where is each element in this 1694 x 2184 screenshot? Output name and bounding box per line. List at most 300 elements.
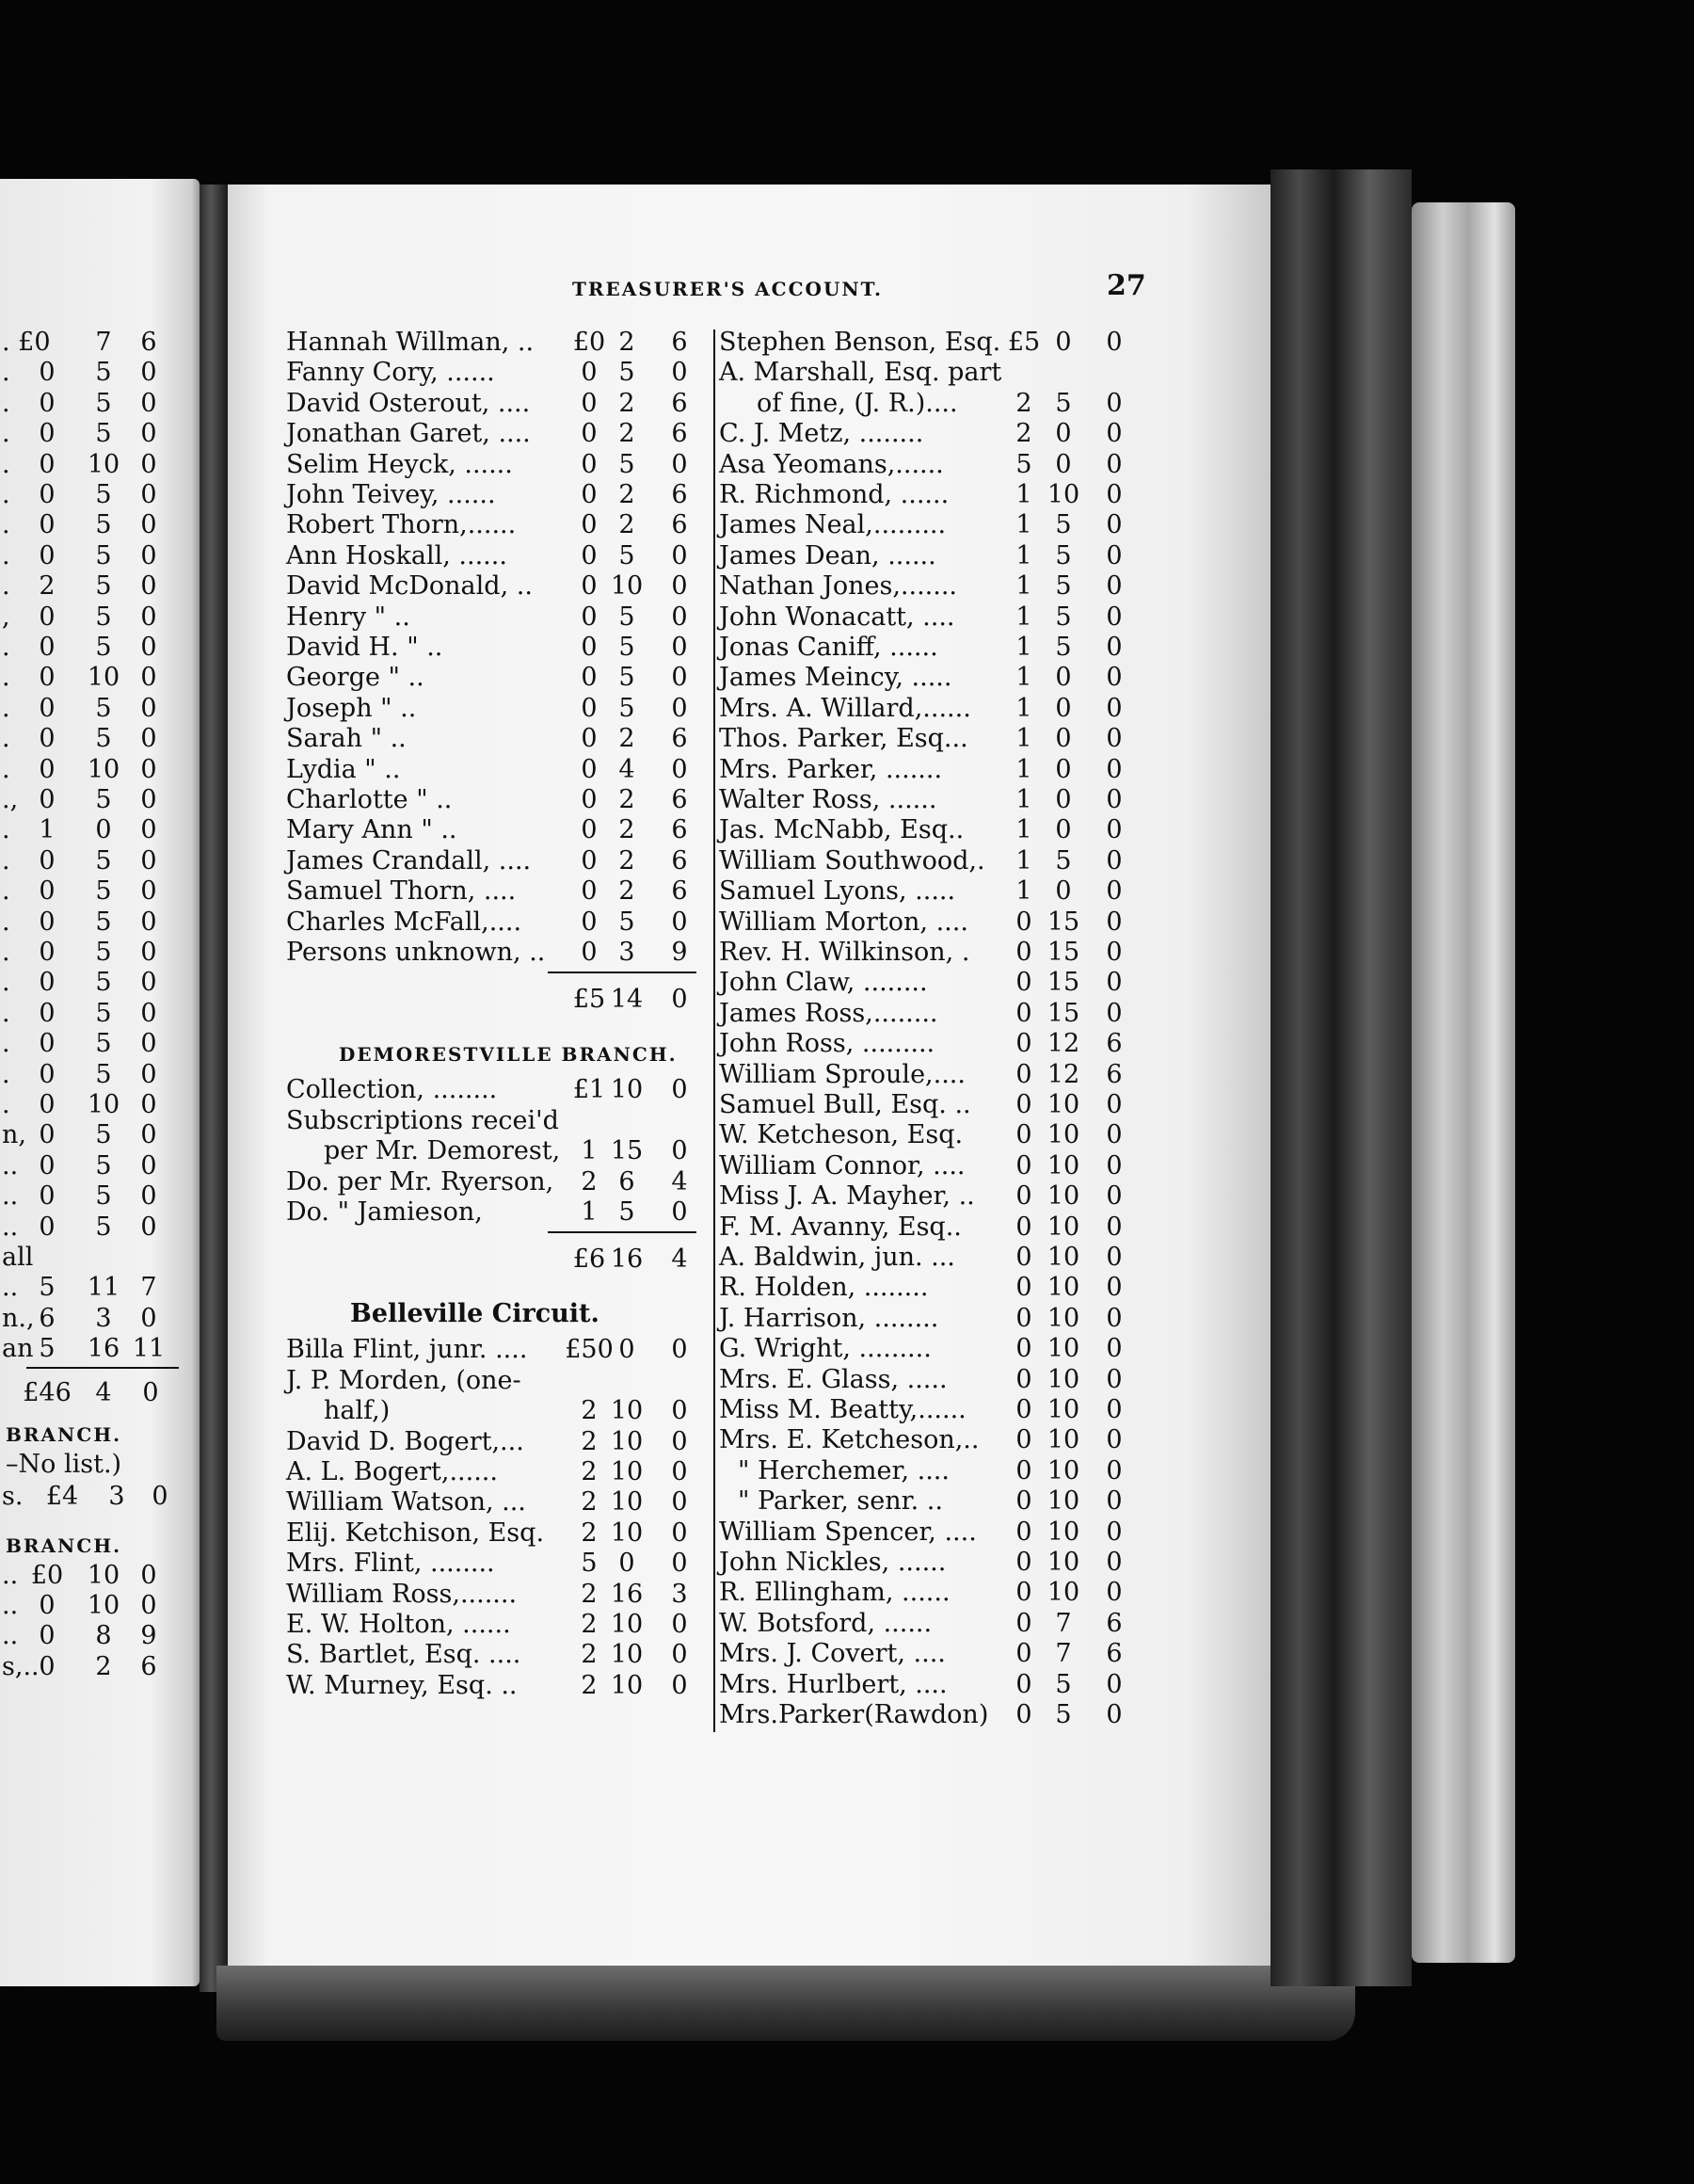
left-entry-name: ..: [2, 1273, 19, 1303]
col2-entry-shillings: 15: [1047, 998, 1080, 1028]
left-entry-name: .: [2, 633, 10, 662]
col1-entry-shillings: 2: [618, 419, 635, 449]
left-entry-pence: 0: [140, 938, 157, 967]
left-entry-pounds: 0: [39, 1090, 56, 1119]
col2-entry-pounds: 0: [1015, 968, 1032, 998]
col1-entry-name: David Osterout, ....: [286, 388, 531, 418]
col2-entry-row: [0, 1060, 1694, 1090]
col1-entry-pence: 6: [671, 328, 688, 357]
col1-entry-shillings: 2: [618, 876, 635, 907]
col2-entry-row: [0, 999, 1694, 1029]
col2-entry-pence: 0: [1106, 1303, 1123, 1333]
col1-entry-pounds: 0: [581, 815, 598, 845]
left-entry-shillings: 5: [95, 571, 112, 602]
col2-entry-shillings: 7: [1055, 1608, 1072, 1638]
left-entry-pence: 0: [140, 510, 157, 540]
col1-belleville-entry-pence: 0: [671, 1335, 688, 1365]
col2-entry-shillings: 15: [1047, 938, 1080, 967]
left-entry-pence: 0: [140, 449, 157, 479]
col2-entry-pounds: 0: [1015, 1700, 1032, 1729]
col1-entry-name: Charles McFall,....: [286, 907, 522, 937]
col2-entry-name: James Ross,........: [719, 998, 938, 1028]
left-entry-pounds: 0: [39, 1181, 56, 1212]
left-entry-pence: 0: [140, 693, 157, 723]
col2-entry-shillings: 0: [1055, 449, 1072, 479]
left-entry-name: all: [2, 1243, 34, 1272]
left-entry-name: .: [2, 754, 10, 784]
col2-entry-name: W. Botsford, ......: [719, 1608, 933, 1638]
col1-entry-name: Henry " ..: [286, 602, 410, 632]
col2-entry-shillings: 10: [1047, 1517, 1080, 1547]
col2-entry-shillings: 0: [1055, 724, 1072, 754]
col1-demorestville-entry-pounds: £1: [572, 1075, 606, 1105]
left-branch2-entry-pence: 6: [140, 1651, 157, 1681]
col2-entry-pounds: 0: [1015, 1364, 1032, 1394]
left-entry-pounds: 0: [39, 693, 56, 723]
col1-entry-shillings: 2: [618, 328, 635, 357]
left-entry-name: .: [2, 968, 10, 998]
col2-entry-row: [0, 541, 1694, 571]
col1-entry-shillings: 2: [618, 815, 635, 845]
col2-entry-pounds: 1: [1015, 633, 1032, 662]
col1-entry-name: Ann Hoskall, ......: [286, 540, 507, 570]
col2-entry-shillings: 10: [1047, 1425, 1080, 1455]
col2-entry-name: A. Baldwin, jun. ...: [719, 1243, 955, 1272]
left-entry-pounds: 6: [39, 1303, 56, 1333]
col2-entry-shillings: 10: [1047, 1243, 1080, 1272]
left-entry-pence: 0: [140, 602, 157, 632]
col1-entry-name: David McDonald, ..: [286, 571, 533, 602]
col1-entry-pounds: 0: [581, 785, 598, 814]
col2-entry-row: [0, 846, 1694, 876]
col2-entry-shillings: 0: [1055, 815, 1072, 845]
left-entry-shillings: 10: [87, 1090, 120, 1119]
col1-belleville-entry-shillings: 10: [610, 1670, 644, 1700]
col1-belleville-entry-pounds: 2: [581, 1426, 598, 1456]
col2-entry-pounds: 1: [1015, 480, 1032, 509]
col2-entry-pounds: 2: [1015, 419, 1032, 449]
col2-entry-pence: 0: [1106, 1700, 1123, 1729]
col1-entry-pence: 6: [671, 388, 688, 418]
left-entry-pence: 0: [140, 1029, 157, 1059]
left-entry-pounds: 0: [39, 1212, 56, 1242]
left-total-pounds: £46: [23, 1377, 72, 1407]
col2-entry-row: [0, 1548, 1694, 1578]
col2-entry-pounds: 1: [1015, 815, 1032, 845]
col1-demorestville-entry-shillings: 10: [610, 1075, 644, 1105]
col2-entry-row: [0, 571, 1694, 602]
col2-entry-pounds: 1: [1015, 785, 1032, 814]
left-entry-pounds: 0: [39, 388, 56, 418]
col2-entry-pence: 0: [1106, 785, 1123, 814]
left-entry-name: .: [2, 480, 10, 509]
col2-entry-pounds: 0: [1015, 1090, 1032, 1119]
col1-demorestville-entry-shillings: 6: [618, 1166, 635, 1196]
col2-entry-name: Mrs.Parker(Rawdon): [719, 1700, 989, 1729]
col2-entry-pounds: 0: [1015, 938, 1032, 967]
col2-entry-row: [0, 1090, 1694, 1120]
col2-entry-row: [0, 1578, 1694, 1608]
col2-entry-pounds: 0: [1015, 1486, 1032, 1517]
left-branch2-entry-pence: 0: [140, 1560, 157, 1590]
col2-entry-pounds: 1: [1015, 663, 1032, 693]
col2-entry-shillings: 10: [1047, 1548, 1080, 1577]
col1-belleville-entry-shillings: 16: [610, 1579, 644, 1609]
left-entry-pence: 0: [140, 785, 157, 814]
col2-entry-shillings: 0: [1055, 419, 1072, 449]
col2-entry-pounds: 0: [1015, 1425, 1032, 1455]
col2-entry-row: [0, 968, 1694, 998]
col2-entry-pence: 0: [1106, 1334, 1123, 1364]
col2-entry-name: R. Richmond, ......: [719, 480, 950, 509]
left-entry-shillings: 5: [95, 1181, 112, 1212]
col1-belleville-entry-pounds: £50: [565, 1335, 614, 1365]
col2-entry-row: [0, 1334, 1694, 1364]
col1-entry-shillings: 5: [618, 449, 635, 479]
col1-entry-shillings: 5: [618, 540, 635, 570]
col2-entry-pence: 0: [1106, 1548, 1123, 1577]
col2-entry-pence: 0: [1106, 602, 1123, 632]
left-branch-heading: BRANCH.: [6, 1422, 122, 1446]
col2-entry-pence: 6: [1106, 1029, 1123, 1059]
left-entry-pounds: 0: [39, 998, 56, 1028]
col1-belleville-entry-shillings: 10: [610, 1396, 644, 1426]
left-entry-name: .: [2, 510, 10, 540]
col2-entry-pounds: 1: [1015, 602, 1032, 632]
left-entry-pence: 11: [132, 1334, 166, 1364]
left-entry-shillings: 10: [87, 754, 120, 784]
col2-entry-name: John Wonacatt, ....: [719, 602, 955, 632]
col2-entry-name: Mrs. J. Covert, ....: [719, 1639, 946, 1669]
col2-entry-name: James Neal,.........: [719, 510, 947, 540]
col2-entry-pounds: £5: [1007, 328, 1041, 357]
col2-entry-row: [0, 1486, 1694, 1517]
col2-entry-name: James Meincy, .....: [719, 663, 952, 693]
col2-entry-pounds: 1: [1015, 876, 1032, 907]
left-entry-pence: 0: [140, 388, 157, 418]
left-branch2-entry-shillings: 10: [87, 1591, 120, 1620]
col1-entry-shillings: 5: [618, 633, 635, 662]
col1-subtotal-pounds: £5: [572, 985, 606, 1015]
left-total-pence: 0: [142, 1377, 159, 1407]
col1-belleville-entry-shillings: 10: [610, 1487, 644, 1518]
left-entry-pounds: 0: [39, 1059, 56, 1089]
col2-entry-shillings: 10: [1047, 480, 1080, 509]
col2-entry-pence: 6: [1106, 1608, 1123, 1638]
col1-entry-shillings: 3: [618, 938, 635, 967]
left-entry-pounds: 0: [39, 1120, 56, 1150]
col2-entry-shillings: 10: [1047, 1364, 1080, 1394]
col2-entry-pence: 0: [1106, 663, 1123, 693]
col2-entry-pence: 0: [1106, 1181, 1123, 1212]
col2-entry-shillings: 5: [1055, 540, 1072, 570]
col2-entry-pence: 0: [1106, 1395, 1123, 1424]
left-entry-shillings: 7: [95, 328, 112, 357]
left-entry-shillings: 0: [95, 815, 112, 845]
col1-belleville-entry-pounds: 2: [581, 1610, 598, 1639]
left-entry-name: n,: [2, 1120, 26, 1150]
col1-entry-pence: 6: [671, 510, 688, 540]
col2-entry-pounds: 0: [1015, 1548, 1032, 1577]
col2-entry-pounds: 0: [1015, 1669, 1032, 1699]
col2-entry-pence: 0: [1106, 449, 1123, 479]
col1-heading-demorestville: DEMORESTVILLE BRANCH.: [339, 1043, 678, 1067]
col2-entry-row: [0, 510, 1694, 540]
left-branch2-entry-shillings: 10: [87, 1560, 120, 1590]
col2-entry-name: Mrs. Hurlbert, ....: [719, 1669, 948, 1699]
col2-entry-pounds: 0: [1015, 1029, 1032, 1059]
left-entry-pounds: 0: [39, 876, 56, 907]
col2-entry-pence: 0: [1106, 1517, 1123, 1547]
col1-entry-name: Hannah Willman, ..: [286, 328, 535, 357]
col2-entry-row: [0, 1273, 1694, 1303]
left-entry-name: .: [2, 1029, 10, 1059]
col1-demorestville-entry-shillings: 15: [610, 1136, 644, 1166]
col1-belleville-entry-pence: 0: [671, 1396, 688, 1426]
col2-entry-row: [0, 663, 1694, 693]
left-entry-name: .: [2, 540, 10, 570]
col1-belleville-entry-pence: 0: [671, 1457, 688, 1486]
col1-entry-shillings: 2: [618, 785, 635, 814]
col1-entry-pence: 0: [671, 907, 688, 937]
col2-entry-row: [0, 1609, 1694, 1639]
left-entry-pence: 0: [140, 480, 157, 509]
left-entry-name: .: [2, 876, 10, 907]
left-branch2-entry-name: ..: [2, 1560, 19, 1590]
left-entry-pounds: 0: [39, 602, 56, 632]
col2-entry-shillings: 0: [1055, 754, 1072, 784]
left-entry-pence: 0: [140, 571, 157, 602]
left-entry-pence: 0: [140, 815, 157, 845]
col2-entry-shillings: 0: [1055, 876, 1072, 907]
col1-demorestville-entry-pence: 0: [671, 1136, 688, 1166]
col1-entry-name: Charlotte " ..: [286, 785, 453, 814]
col1-entry-shillings: 4: [618, 754, 635, 784]
col1-entry-pence: 0: [671, 602, 688, 632]
left-entry-pence: 0: [140, 1120, 157, 1150]
left-entry-name: .: [2, 571, 10, 602]
col1-entry-name: Mary Ann " ..: [286, 815, 457, 845]
col2-entry-row: [0, 389, 1694, 419]
left-entry-pounds: 0: [39, 633, 56, 662]
col2-entry-pence: 0: [1106, 1425, 1123, 1455]
left-entry-name: . £0: [2, 328, 51, 357]
col2-entry-shillings: 12: [1047, 1059, 1080, 1089]
col2-entry-row: [0, 1670, 1694, 1700]
col2-entry-pence: 0: [1106, 845, 1123, 875]
col1-entry-name: Robert Thorn,......: [286, 510, 517, 540]
col2-entry-row: [0, 1029, 1694, 1059]
col2-entry-shillings: 5: [1055, 845, 1072, 875]
col1-entry-name: Samuel Thorn, ....: [286, 876, 517, 907]
col1-belleville-entry-name: W. Murney, Esq. ..: [286, 1670, 518, 1700]
left-entry-pence: 0: [140, 663, 157, 693]
col2-entry-pounds: 1: [1015, 693, 1032, 723]
left-entry-pence: 6: [140, 328, 157, 357]
left-entry-pence: 0: [140, 845, 157, 875]
col2-entry-row: [0, 876, 1694, 907]
col1-entry-name: James Crandall, ....: [286, 845, 532, 875]
col1-entry-pence: 0: [671, 633, 688, 662]
col2-entry-pounds: 0: [1015, 1517, 1032, 1547]
col2-entry-pence: 0: [1106, 1150, 1123, 1180]
col2-entry-pounds: 0: [1015, 1608, 1032, 1638]
col1-demorestville-entry-name: per Mr. Demorest,: [324, 1136, 561, 1166]
col2-entry-shillings: 5: [1055, 1700, 1072, 1729]
left-entry-name: .: [2, 907, 10, 937]
left-entry-shillings: 11: [87, 1273, 120, 1303]
col2-entry-pence: 0: [1106, 968, 1123, 998]
left-entry-shillings: 5: [95, 938, 112, 967]
col2-entry-pence: 0: [1106, 1578, 1123, 1608]
col2-entry-name: William Spencer, ....: [719, 1517, 977, 1547]
col2-entry-shillings: 5: [1055, 602, 1072, 632]
col2-entry-row: [0, 1243, 1694, 1273]
col1-belleville-entry-name: Elij. Ketchison, Esq.: [286, 1518, 545, 1548]
col2-entry-pence: 0: [1106, 388, 1123, 418]
col1-entry-pounds: 0: [581, 663, 598, 693]
col2-entry-pence: 0: [1106, 1120, 1123, 1150]
left-entry-name: .: [2, 845, 10, 875]
col2-entry-pounds: 0: [1015, 1059, 1032, 1089]
col1-heading-belleville: Belleville Circuit.: [350, 1299, 599, 1329]
col2-entry-name: William Morton, ....: [719, 907, 968, 937]
left-entry-shillings: 5: [95, 1029, 112, 1059]
left-entry-pounds: 0: [39, 1150, 56, 1180]
col1-entry-name: Lydia " ..: [286, 754, 401, 784]
col1-belleville-entry-name: E. W. Holton, ......: [286, 1610, 511, 1639]
col2-entry-pounds: 5: [1015, 449, 1032, 479]
col2-entry-row: [0, 724, 1694, 754]
left-entry-pounds: 0: [39, 540, 56, 570]
left-entry-pounds: 0: [39, 510, 56, 540]
left-entry-pounds: 0: [39, 1029, 56, 1059]
col2-entry-name: R. Holden, ........: [719, 1273, 929, 1303]
col1-entry-name: Jonathan Garet, ....: [286, 419, 531, 449]
left-entry-shillings: 5: [95, 968, 112, 998]
col2-entry-shillings: 0: [1055, 693, 1072, 723]
col2-entry-row: [0, 1365, 1694, 1395]
left-total-shillings: 4: [95, 1377, 112, 1407]
left-entry-shillings: 5: [95, 540, 112, 570]
col1-entry-pence: 0: [671, 571, 688, 602]
col2-entry-name: John Ross, .........: [719, 1029, 935, 1059]
col2-entry-row: [0, 815, 1694, 845]
col1-entry-pence: 6: [671, 785, 688, 814]
col2-entry-name: William Connor, ....: [719, 1150, 966, 1180]
left-branch2-entry-name: ..: [2, 1621, 19, 1651]
col2-entry-pence: 6: [1106, 1639, 1123, 1669]
col1-subtotal2-shillings: 16: [610, 1245, 644, 1275]
col2-entry-pence: 0: [1106, 510, 1123, 540]
col2-entry-pounds: 0: [1015, 1334, 1032, 1364]
col2-entry-name: Miss M. Beatty,......: [719, 1395, 967, 1424]
col1-subtotal-shillings: 14: [610, 985, 644, 1015]
left-entry-name: .: [2, 815, 10, 845]
col2-entry-name: Asa Yeomans,......: [719, 449, 944, 479]
col1-belleville-entry-pence: 3: [671, 1579, 688, 1609]
col2-entry-row: [0, 907, 1694, 938]
col2-entry-row: [0, 1304, 1694, 1334]
col1-entry-name: Persons unknown, ..: [286, 938, 546, 967]
col2-entry-name: C. J. Metz, ........: [719, 419, 924, 449]
left-entry-pounds: 0: [39, 845, 56, 875]
col2-entry-pounds: 0: [1015, 1150, 1032, 1180]
left-branch-entry-name: s.: [2, 1481, 24, 1511]
col1-belleville-entry-pounds: 2: [581, 1579, 598, 1609]
col1-entry-pence: 0: [671, 693, 688, 723]
col2-entry-name: Mrs. A. Willard,......: [719, 693, 971, 723]
col1-entry-pounds: 0: [581, 876, 598, 907]
col2-entry-row: [0, 755, 1694, 785]
col2-entry-pounds: 2: [1015, 388, 1032, 418]
left-entry-pounds: 0: [39, 754, 56, 784]
left-entry-pounds: 5: [39, 1273, 56, 1303]
col2-entry-shillings: 10: [1047, 1395, 1080, 1424]
col1-entry-name: David H. " ..: [286, 633, 443, 662]
col2-entry-row: [0, 1456, 1694, 1486]
col1-entry-name: George " ..: [286, 663, 424, 693]
col1-demorestville-entry-name: Do. per Mr. Ryerson,: [286, 1166, 554, 1196]
left-entry-pence: 0: [140, 968, 157, 998]
col1-belleville-entry-name: David D. Bogert,...: [286, 1426, 524, 1456]
col2-entry-pence: 0: [1106, 693, 1123, 723]
col2-entry-name: of fine, (J. R.)....: [757, 388, 958, 418]
col1-subtotal2-pence: 4: [671, 1245, 688, 1275]
left-entry-pounds: 0: [39, 968, 56, 998]
left-entry-pence: 0: [140, 907, 157, 937]
col2-entry-pence: 0: [1106, 1273, 1123, 1303]
col2-entry-shillings: 10: [1047, 1486, 1080, 1517]
col1-belleville-entry-shillings: 10: [610, 1518, 644, 1548]
col2-entry-pence: 0: [1106, 938, 1123, 967]
left-branch-entry-shillings: 3: [108, 1481, 125, 1511]
left-entry-pence: 0: [140, 540, 157, 570]
left-branch2-entry-pence: 9: [140, 1621, 157, 1651]
col1-entry-pounds: 0: [581, 938, 598, 967]
left-entry-shillings: 5: [95, 845, 112, 875]
left-entry-pence: 0: [140, 724, 157, 754]
col2-entry-name: " Parker, senr. ..: [738, 1486, 943, 1517]
col1-belleville-entry-pounds: 2: [581, 1457, 598, 1486]
left-entry-name: .: [2, 724, 10, 754]
col2-entry-shillings: 0: [1055, 328, 1072, 357]
left-entry-pence: 0: [140, 1150, 157, 1180]
col2-entry-shillings: 10: [1047, 1212, 1080, 1242]
col2-entry-name: Mrs. E. Glass, .....: [719, 1364, 948, 1394]
left-entry-shillings: 10: [87, 449, 120, 479]
col2-entry-pence: 0: [1106, 1243, 1123, 1272]
left-branch-entry-pounds: £4: [45, 1481, 79, 1511]
col2-entry-pounds: 1: [1015, 845, 1032, 875]
col1-belleville-entry-shillings: 10: [610, 1457, 644, 1486]
left-entry-name: n.,: [2, 1303, 35, 1333]
col2-entry-name: John Nickles, ......: [719, 1548, 947, 1577]
col2-entry-row: [0, 633, 1694, 663]
col1-entry-pounds: £0: [572, 328, 606, 357]
left-entry-shillings: 10: [87, 663, 120, 693]
col2-entry-pounds: 0: [1015, 1273, 1032, 1303]
left-entry-name: an: [2, 1334, 34, 1364]
col1-belleville-entry-name: J. P. Morden, (one-: [286, 1365, 521, 1395]
col1-demorestville-entry-pounds: 2: [581, 1166, 598, 1196]
left-entry-name: ..: [2, 1181, 19, 1212]
left-entry-shillings: 5: [95, 480, 112, 509]
left-entry-name: .: [2, 693, 10, 723]
col2-entry-pounds: 0: [1015, 1303, 1032, 1333]
col1-demorestville-entry-name: Collection, ........: [286, 1075, 498, 1105]
col2-entry-pounds: 0: [1015, 1120, 1032, 1150]
